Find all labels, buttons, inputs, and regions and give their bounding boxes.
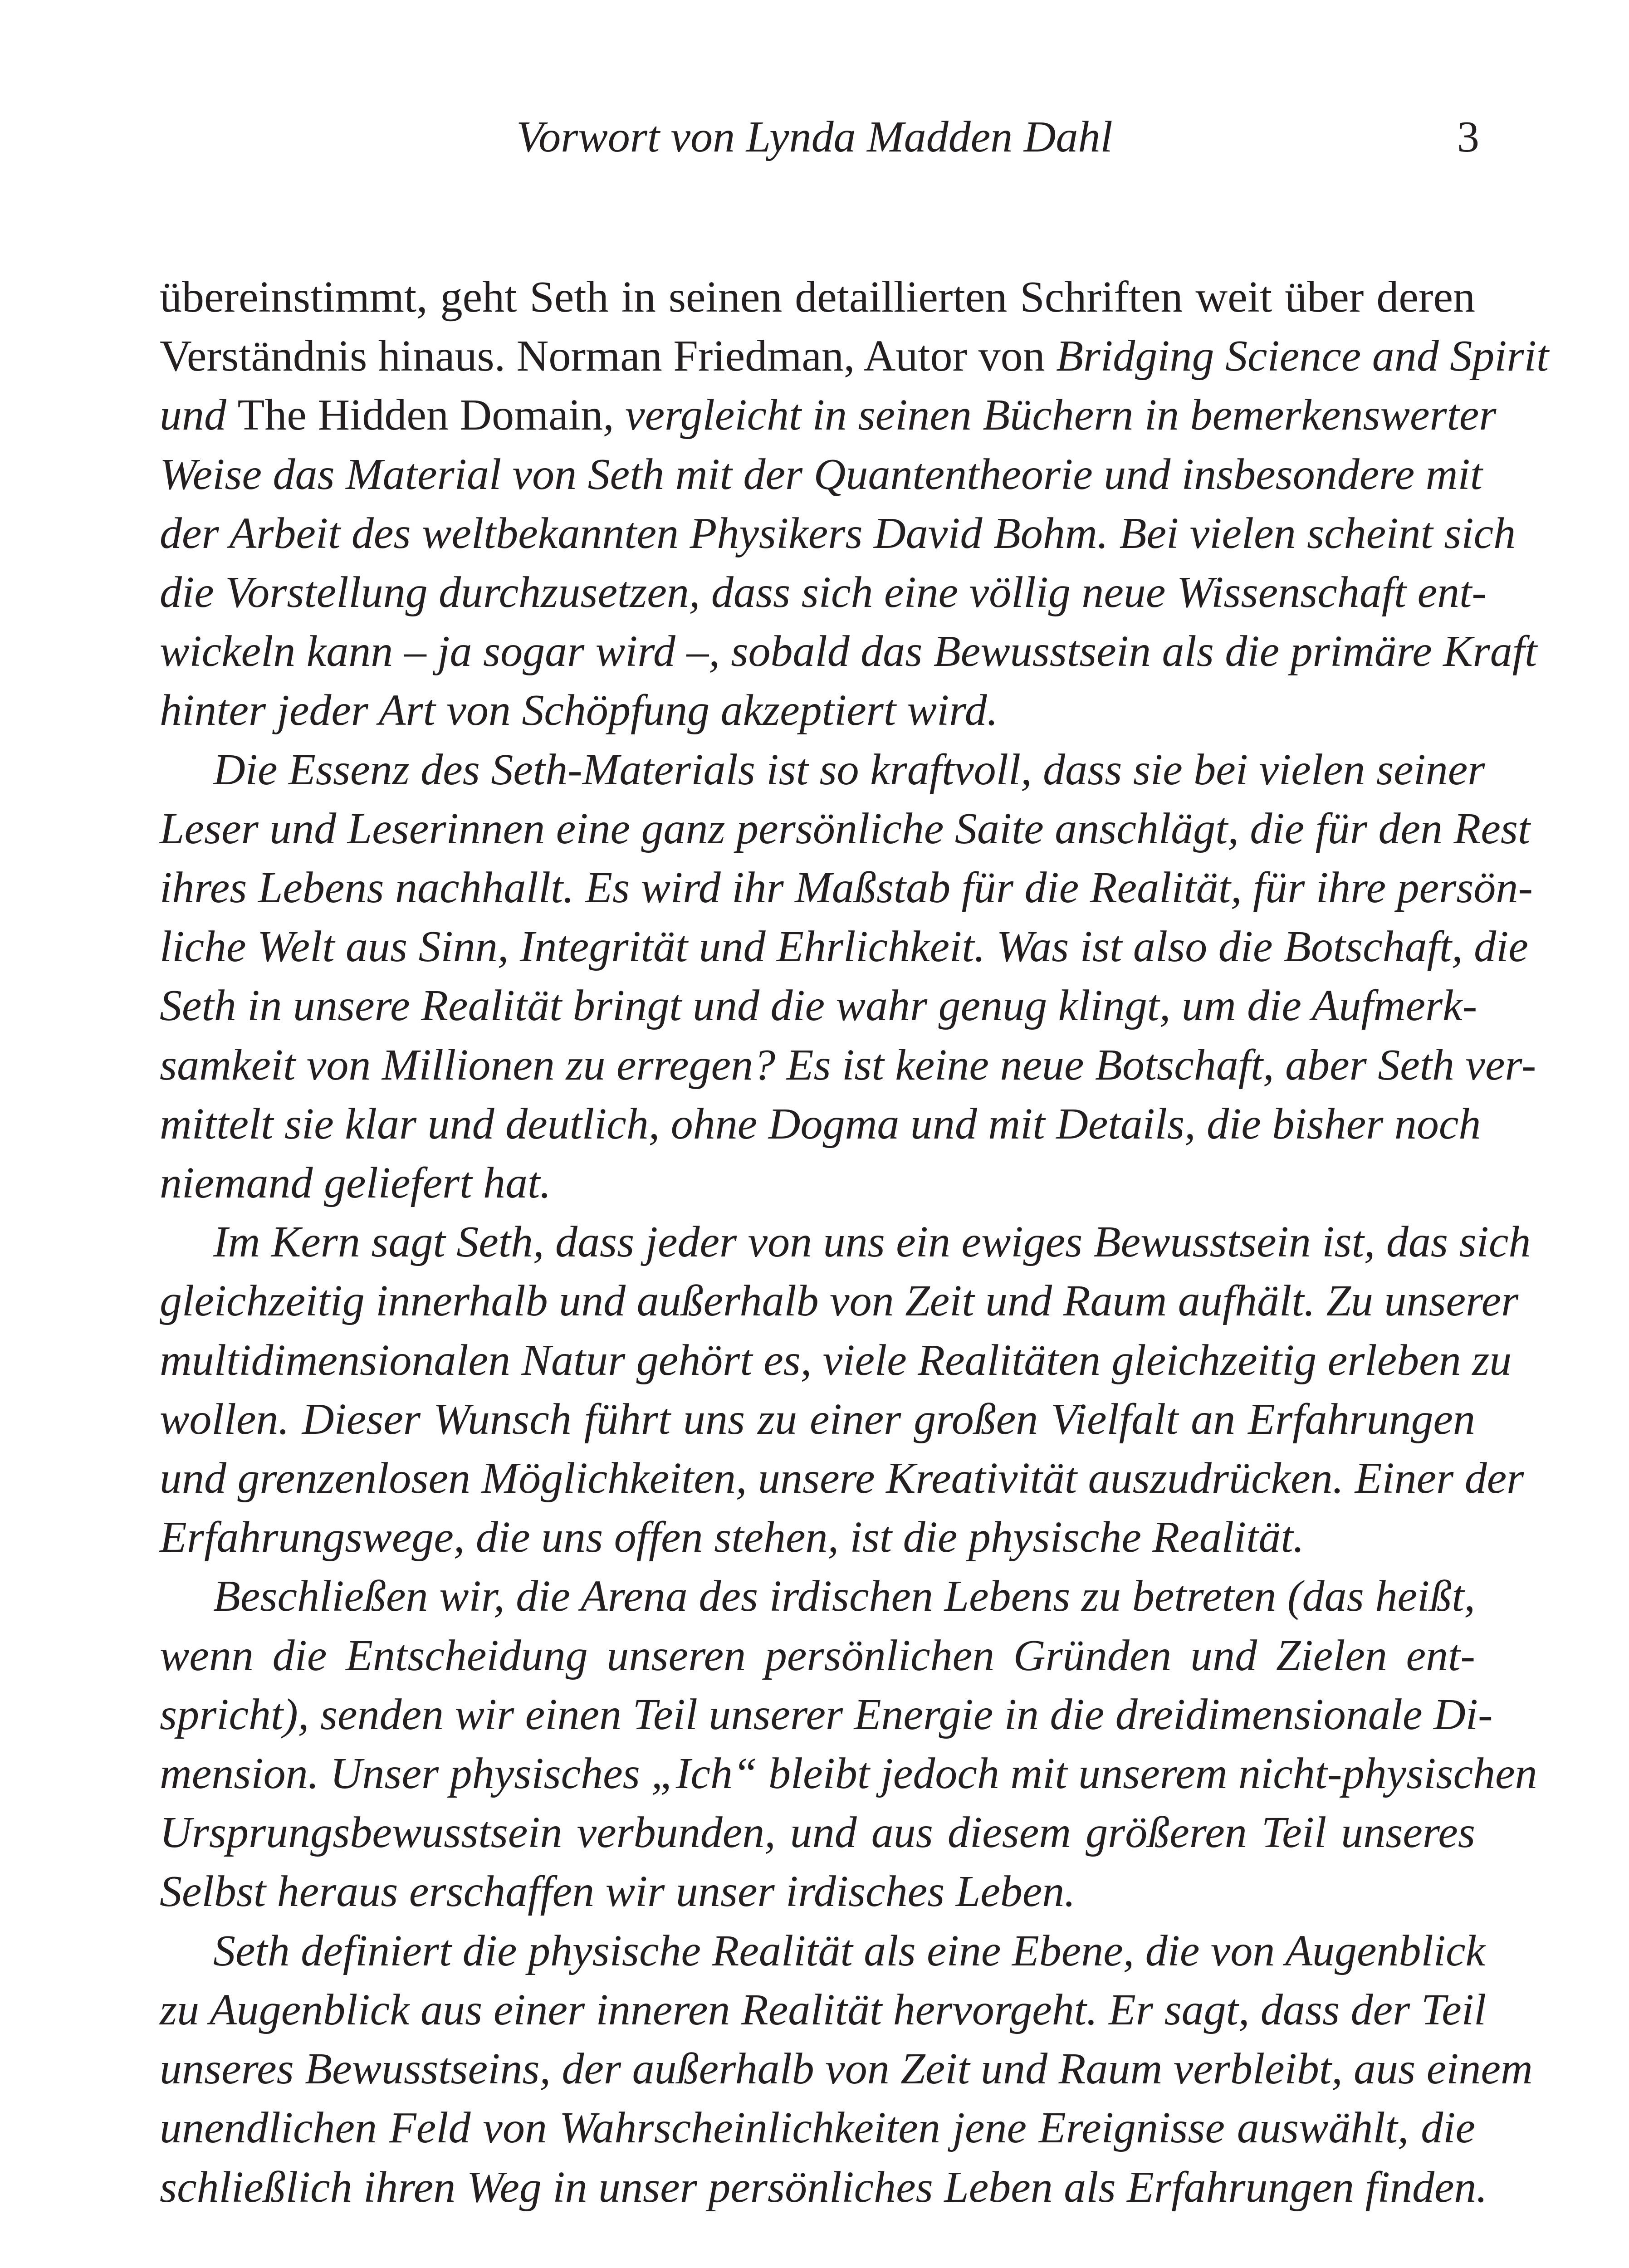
text-line: samkeit von Millionen zu erregen? Es ist keine neue Botschaft, aber Seth ver- (160, 1040, 1536, 1090)
running-head (0, 105, 1629, 169)
paragraph (160, 1567, 1537, 1921)
text-line: unendlichen Feld von Wahrscheinlichkeiten jene Ereignisse auswählt, die (160, 2103, 1475, 2153)
text-line: Erfahrungswege, die uns offen stehen, ist die physische Realität. (160, 1513, 1305, 1562)
text-line: Seth in unsere Realität bringt und die wahr genug klingt, um die Aufmerk- (160, 981, 1477, 1031)
paragraph (160, 268, 1549, 740)
text-line: wenn die Entscheidung unseren persönlichen Gründen und Zielen ent- (160, 1631, 1475, 1680)
text-line: Verständnis hinaus. Norman Friedman, Autor von Bridging Science and Spirit (160, 332, 1549, 381)
paragraph (160, 1921, 1533, 2217)
text-line: unseres Bewusstseins, der außerhalb von Zeit und Raum verbleibt, aus einem (160, 2044, 1533, 2094)
text-line: der Arbeit des weltbekannten Physikers David Bohm. Bei vielen scheint sich (160, 508, 1516, 558)
text-line: spricht), senden wir einen Teil unserer Energie in die dreidimensionale Di- (160, 1690, 1493, 1739)
text-line: multidimensionalen Natur gehört es, viele Realitäten gleichzeitig erleben zu (160, 1335, 1512, 1385)
text-line: mittelt sie klar und deutlich, ohne Dogma und mit Details, die bisher noch (160, 1099, 1481, 1149)
text-line: zu Augenblick aus einer inneren Realität hervorgeht. Er sagt, dass der Teil (160, 1985, 1487, 2034)
text-line: ihres Lebens nachhallt. Es wird ihr Maßstab für die Realität, für ihre persön- (160, 863, 1533, 913)
text-line: Seth definiert die physische Realität als eine Ebene, die von Augenblick (213, 1926, 1485, 1975)
text-line: wickeln kann – ja sogar wird –, sobald das Bewusstsein als die primäre Kraft (160, 627, 1537, 676)
paragraph (160, 740, 1536, 1213)
text-line: und grenzenlosen Möglichkeiten, unsere Kreativität auszudrücken. Einer der (160, 1454, 1524, 1503)
page-number: 3 (1457, 112, 1479, 161)
body-text (160, 268, 1549, 2217)
text-line: gleichzeitig innerhalb und außerhalb von Zeit und Raum aufhält. Zu unserer (160, 1276, 1519, 1326)
text-line: hinter jeder Art von Schöpfung akzeptiert wird. (160, 686, 998, 735)
text-line: wollen. Dieser Wunsch führt uns zu einer großen Vielfalt an Erfahrungen (160, 1394, 1475, 1444)
text-line: Beschließen wir, die Arena des irdischen Lebens zu betreten (das heißt, (213, 1572, 1475, 1621)
paragraph (160, 1212, 1531, 1567)
text-line: und The Hidden Domain, vergleicht in seinen Büchern in bemerkenswerter (160, 391, 1497, 440)
text-line: Weise das Material von Seth mit der Quantentheorie und insbesondere mit (160, 450, 1482, 499)
text-line: Leser und Leserinnen eine ganz persönliche Saite anschlägt, die für den Rest (160, 804, 1531, 853)
text-line: Im Kern sagt Seth, dass jeder von uns ein ewiges Bewusstsein ist, das sich (213, 1217, 1531, 1267)
text-line: niemand geliefert hat. (160, 1158, 551, 1208)
text-line: liche Welt aus Sinn, Integrität und Ehrlichkeit. Was ist also die Botschaft, die (160, 922, 1528, 972)
text-line: Ursprungsbewusstsein verbunden, und aus diesem größeren Teil unseres (160, 1808, 1475, 1857)
text-line: die Vorstellung durchzusetzen, dass sich eine völlig neue Wissenschaft ent- (160, 568, 1487, 617)
text-line: übereinstimmt, geht Seth in seinen detaillierten Schriften weit über deren (160, 273, 1475, 322)
running-title: Vorwort von Lynda Madden Dahl (516, 112, 1113, 161)
text-line: Selbst heraus erschaffen wir unser irdisches Leben. (160, 1867, 1076, 1916)
text-line: Die Essenz des Seth-Materials ist so kraftvoll, dass sie bei vielen seiner (213, 745, 1485, 794)
text-line: mension. Unser physisches „Ich“ bleibt jedoch mit unserem nicht-physischen (160, 1749, 1537, 1799)
text-line: schließlich ihren Weg in unser persönliches Leben als Erfahrungen finden. (160, 2162, 1487, 2212)
